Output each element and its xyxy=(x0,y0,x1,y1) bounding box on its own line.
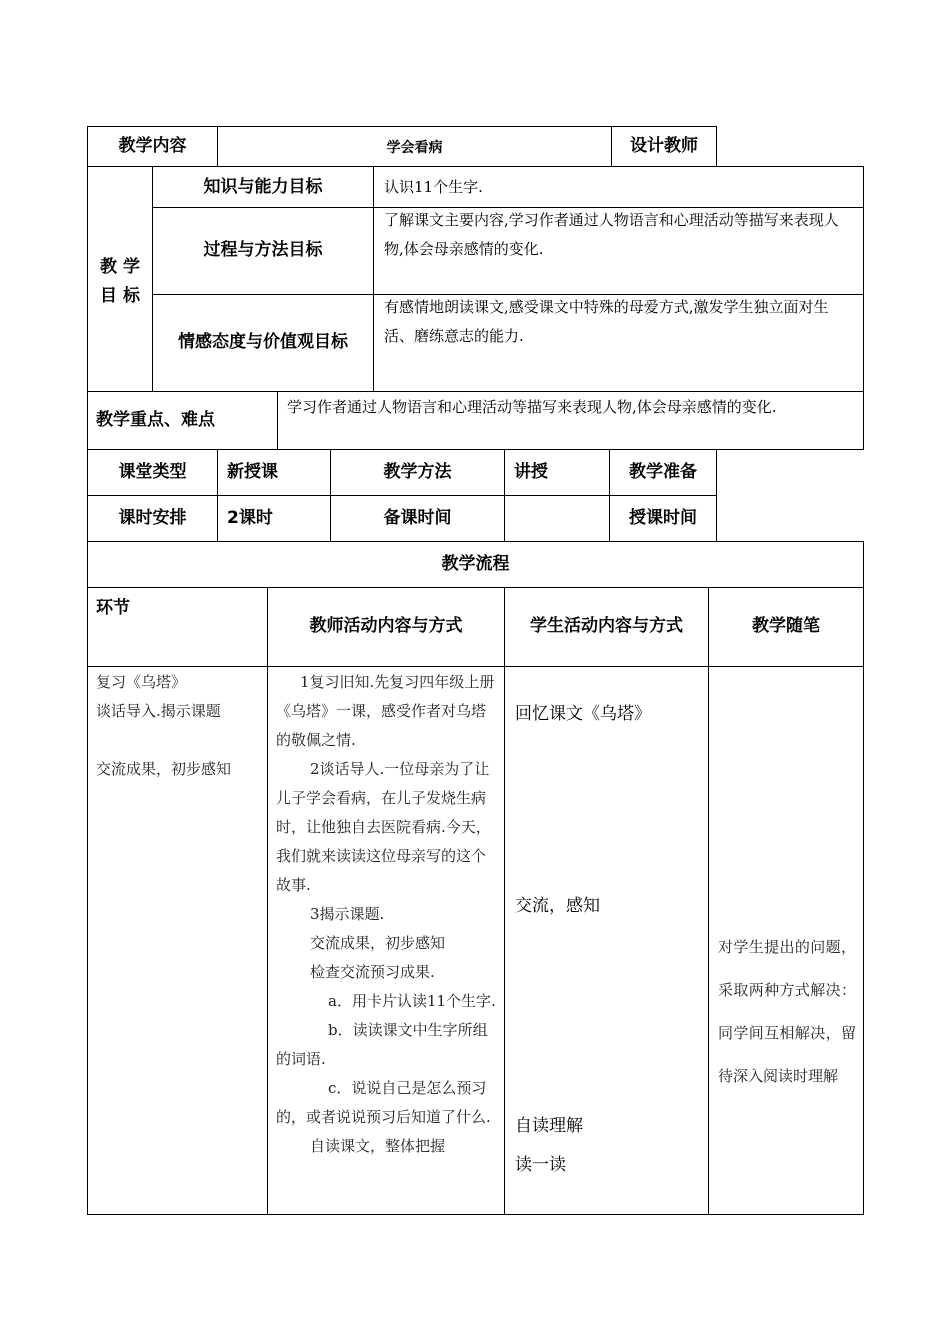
lesson-title: 学会看病 xyxy=(386,140,443,156)
objectives-top-line xyxy=(87,166,864,167)
stage-list xyxy=(96,668,264,784)
objective-label-knowledge: 知识与能力目标 xyxy=(203,177,323,197)
student-activity-3: 自读理解 xyxy=(515,1116,583,1136)
col-header-stage: 环节 xyxy=(96,598,130,618)
col-header-student: 学生活动内容与方式 xyxy=(530,616,683,636)
flow-title: 教学流程 xyxy=(441,554,510,574)
objective-text-attitude: 有感情地朗读课文,感受课文中特殊的母爱方式,激发学生独立面对生活、磨练意志的能力. xyxy=(384,298,829,345)
class-type-value: 新授课 xyxy=(227,462,278,482)
prep-label: 教学准备 xyxy=(629,462,697,482)
student-activity-1: 回忆课文《乌塔》 xyxy=(515,704,651,724)
student-activity-2: 交流，感知 xyxy=(515,896,600,916)
col-header-notes: 教学随笔 xyxy=(752,616,820,636)
objective-text-process: 了解课文主要内容,学习作者通过人物语言和心理活动等描写来表现人物,体会母亲感情的变化. xyxy=(384,211,839,258)
objectives-text-divider xyxy=(373,166,374,392)
hours-label: 课时安排 xyxy=(118,508,187,528)
col-header-teacher: 教师活动内容与方式 xyxy=(309,616,463,636)
keypoints-text: 学习作者通过人物语言和心理活动等描写来表现人物,体会母亲感情的变化. xyxy=(287,398,777,416)
teacher-item: 2谈话导人.一位母亲为了让儿子学会看病，在儿子发烧生病时，让他独自去医院看病.今天，我们就来读读这位母亲写的这个故事. xyxy=(276,760,491,894)
prep-time-label: 备课时间 xyxy=(383,508,452,528)
student-activity-4: 读一读 xyxy=(515,1155,566,1175)
teacher-item: 1复习旧知.先复习四年级上册《乌塔》一课，感受作者对乌塔的敬佩之情. xyxy=(276,673,495,749)
flow-top-line xyxy=(87,541,864,542)
teaching-notes: 对学生提出的问题，采取两种方式解决：同学间互相解决，留待深入阅读时理解 xyxy=(718,938,856,1085)
stage-item: 谈话导入.揭示课题 xyxy=(96,702,221,720)
objective-text-knowledge: 认识11个生字. xyxy=(384,178,483,196)
objective-label-process: 过程与方法目标 xyxy=(203,240,323,260)
teacher-item: 检查交流预习成果. xyxy=(310,963,435,981)
flow-title-bottom-line xyxy=(87,587,864,588)
teacher-item: 交流成果，初步感知 xyxy=(310,934,446,952)
keypoints-bottom-line xyxy=(87,449,864,450)
teach-time-label: 授课时间 xyxy=(629,508,697,528)
hours-value: 2课时 xyxy=(227,508,273,528)
row1-right-line xyxy=(716,126,717,167)
flow-col-divider-2 xyxy=(504,587,505,1215)
content-label: 教学内容 xyxy=(118,136,187,156)
teacher-item: 自读课文，整体把握 xyxy=(310,1137,446,1155)
method-label: 教学方法 xyxy=(383,462,452,482)
objectives-label: 教 学 目 标 xyxy=(100,257,140,306)
teacher-item: 3揭示课题. xyxy=(310,905,385,923)
designer-label: 设计教师 xyxy=(630,136,698,156)
flow-right-line xyxy=(863,541,864,1215)
method-value: 讲授 xyxy=(514,462,548,482)
flow-bottom-line xyxy=(87,1214,864,1215)
flow-col-divider-3 xyxy=(708,587,709,1215)
objectives-right-line xyxy=(863,166,864,450)
teacher-item: b．读读课文中生字所组的词语. xyxy=(276,1021,488,1068)
objectives-label-divider xyxy=(152,166,153,392)
teacher-item: a．用卡片认读11个生字. xyxy=(328,992,496,1010)
flow-header-bottom-line xyxy=(87,666,864,667)
keypoints-divider xyxy=(277,391,278,450)
objective-label-attitude: 情感态度与价值观目标 xyxy=(178,332,348,352)
stage-item: 复习《乌塔》 xyxy=(96,673,187,691)
flow-left-line xyxy=(87,541,88,1215)
row1-top-line xyxy=(87,126,717,127)
stage-item: 交流成果，初步感知 xyxy=(96,760,232,778)
keypoints-top-line xyxy=(87,391,864,392)
teacher-item: c．说说自己是怎么预习的，或者说说预习后知道了什么. xyxy=(276,1079,491,1126)
teacher-activities xyxy=(276,668,498,1161)
keypoints-left-line xyxy=(87,391,88,450)
flow-col-divider-1 xyxy=(267,587,268,1215)
keypoints-label: 教学重点、难点 xyxy=(96,410,215,430)
info-middle-line xyxy=(87,495,717,496)
class-type-label: 课堂类型 xyxy=(118,462,187,482)
